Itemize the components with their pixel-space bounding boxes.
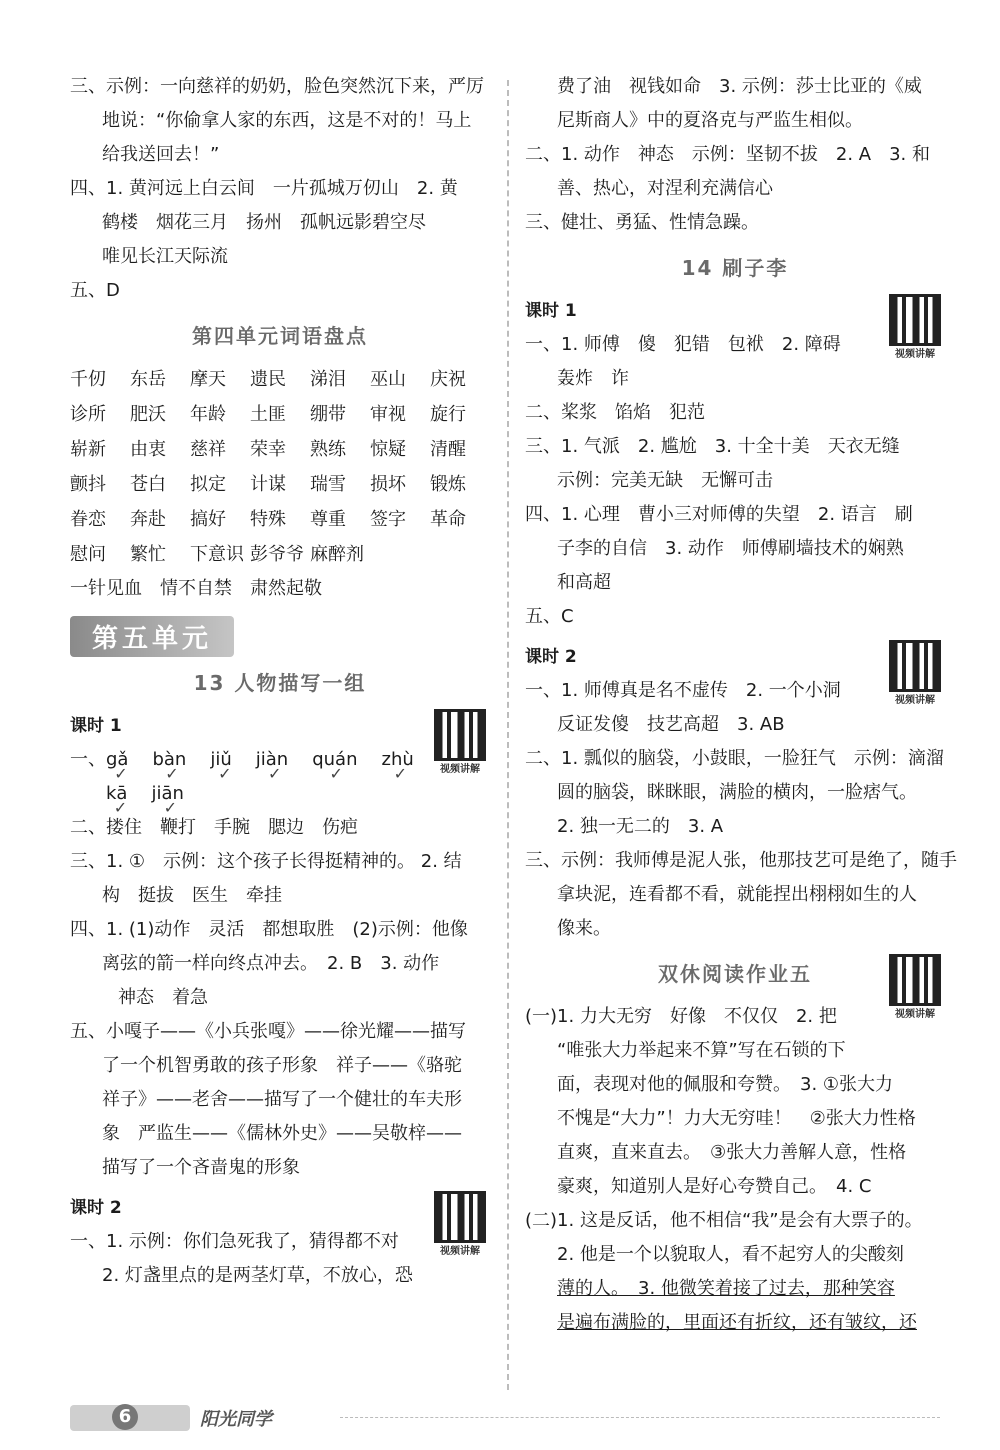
answer-line: 四、1. 心理 曹小三对师傅的失望 2. 语言 刷 [525,504,913,525]
vocab-word: 旋行 [430,404,466,425]
lesson-label: 课时 1 [525,301,577,321]
vocab-word: 涕泪 [310,369,346,390]
answer-line: 是遍布满脸的，里面还有折纹，还有皱纹，还 [557,1312,917,1333]
lesson14-part1 [525,294,945,634]
reading-title: 双休阅读作业五 [658,962,812,986]
answer-line: 二、1. 瓢似的脑袋，小鼓眼，一脸狂气 示例：滴溜 [525,748,944,769]
vocab-word: 慰问 [70,544,106,565]
answer-line: 神态 着急 [118,987,208,1008]
vocab-last-line: 一针见血 情不自禁 肃然起敬 [70,578,322,599]
answer-line: 三、示例：一向慈祥的奶奶，脸色突然沉下来，严厉 [70,76,484,97]
answer-line: 二、桨浆 馅焰 犯范 [525,402,705,423]
vocab-word: 尊重 [310,509,346,530]
vocab-word: 搞好 [190,509,226,530]
vocab-word: 计谋 [250,474,286,495]
vocab-word: 拟定 [190,474,226,495]
vocab-word: 瑞雪 [310,474,346,495]
answer-line: 二、搂住 鞭打 手腕 腮边 伤疤 [70,817,358,838]
page-footer [70,1405,940,1435]
answer-line: 三、1. 气派 2. 尴尬 3. 十全十美 天衣无缝 [525,436,900,457]
vocab-word: 惊疑 [370,439,406,460]
answer-line: 2. 灯盏里点的是两茎灯草，不放心，恐 [102,1265,413,1286]
qr-code[interactable] [430,709,490,777]
answer-line: 和高超 [557,572,611,593]
qr-caption: 视频讲解 [895,1009,935,1020]
answer-line: 示例：完美无缺 无懈可击 [557,470,773,491]
vocab-word: 损坏 [370,474,406,495]
vocab-word [370,537,428,572]
answer-line: 薄的人。 3. 他微笑着接了过去，那种笑容 [557,1278,895,1299]
answer-line: 给我送回去！” [102,144,220,165]
right-column [525,70,957,1340]
left-column [70,70,490,1293]
vocab-word: 遗民 [250,369,286,390]
vocab-grid [70,362,490,572]
pinyin: gǎ ✓ [102,743,132,777]
unit-banner: 第五单元 [70,616,234,657]
pinyin: jiān ✓ [147,777,187,811]
qr-caption: 视频讲解 [895,349,935,360]
qr-caption: 视频讲解 [895,695,935,706]
qr-code-icon [889,954,941,1006]
answer-line: 四、1. (1)动作 灵活 都想取胜 (2)示例：他像 [70,919,468,940]
vocab-word: 眷恋 [70,509,106,530]
answer-line: 2. 独一无二的 3. A [557,816,724,837]
lesson-label: 课时 1 [70,716,122,736]
vocab-word: 东岳 [130,369,166,390]
answer-line: 一、1. 师傅 傻 犯错 包袱 2. 障碍 [525,334,841,355]
answer-line: 祥子》——老舍——描写了一个健壮的车夫形 [102,1089,462,1110]
vocab-word: 麻醉剂 [310,544,364,565]
vocab-word: 年龄 [190,404,226,425]
answer-line: 五、C [525,606,574,627]
qr-caption: 视频讲解 [440,1246,480,1257]
lesson14-part2 [525,640,957,946]
vocab-word: 苍白 [130,474,166,495]
column-divider [507,80,509,1390]
answer-line: 了一个机智勇敢的孩子形象 祥子——《骆驼 [102,1055,462,1076]
vocab-word: 巫山 [370,369,406,390]
answer-line: 五、D [70,280,120,301]
lesson-label: 课时 2 [70,1198,122,1218]
answer-line: 直爽，直来直去。 ③张大力善解人意，性格 [557,1142,907,1163]
vocab-word: 荣幸 [250,439,286,460]
answer-line: 三、示例：我师傅是泥人张，他那技艺可是绝了，随手 [525,850,957,871]
answer-line: 三、1. ① 示例：这个孩子长得挺精神的。 2. 结 [70,851,462,872]
vocab-word: 签字 [370,509,406,530]
answer-line: 2. 他是一个以貌取人，看不起穷人的尖酸刻 [557,1244,904,1265]
answer-line: 描写了一个吝啬鬼的形象 [102,1157,300,1178]
vocab-word: 彭爷爷 [250,544,304,565]
answer-line: 善、热心，对涅利充满信心 [557,178,773,199]
lesson13-part2 [70,1191,490,1293]
vocab-word: 清醒 [430,439,466,460]
qr-code[interactable] [885,640,945,708]
brand-logo: 阳光同学 [200,1409,272,1430]
page-number: 6 [112,1404,138,1430]
answer-line: “唯张大力举起来不算”写在石锁的下 [557,1040,846,1061]
answer-line: 一、1. 示例：你们急死我了，猜得都不对 [70,1231,399,1252]
page-number-box [70,1405,190,1431]
answer-line: 面，表现对他的佩服和夸赞。 3. ①张大力 [557,1074,894,1095]
answer-line: 二、1. 动作 神态 示例：坚韧不拔 2. A 3. 和 [525,144,930,165]
pinyin: kā ✓ [102,777,131,811]
answer-line: (二)1. 这是反话，他不相信“我”是会有大票子的。 [525,1210,923,1231]
answer-line: 鹤楼 烟花三月 扬州 孤帆远影碧空尽 [102,212,426,233]
vocab-word: 由衷 [130,439,166,460]
answer-line: 三、健壮、勇猛、性情急躁。 [525,212,759,233]
answer-line: 圆的脑袋，眯眯眼，满脸的横肉，一脸痞气。 [557,782,917,803]
qr-code-icon [434,1191,486,1243]
vocab-word: 摩天 [190,369,226,390]
answer-line: 费了油 视钱如命 3. 示例：莎士比亚的《威 [557,76,922,97]
reading-section [525,954,945,1340]
vocab-word: 慈祥 [190,439,226,460]
qr-code[interactable] [430,1191,490,1259]
vocab-word: 革命 [430,509,466,530]
answer-line: 象 严监生——《儒林外史》——吴敬梓—— [102,1123,462,1144]
answer-line: 轰炸 诈 [557,368,629,389]
pinyin-row: 一、 gǎ ✓ bàn ✓ jiǔ ✓ jiàn ✓ quán ✓ zhù ✓ [70,743,490,777]
vocab-word [430,537,488,572]
pinyin: jiàn ✓ [252,743,292,777]
answer-line: 四、1. 黄河远上白云间 一片孤城万仞山 2. 黄 [70,178,458,199]
footer-divider [340,1417,940,1418]
vocab-word: 特殊 [250,509,286,530]
lesson-label: 课时 2 [525,647,577,667]
vocab-word: 土匪 [250,404,286,425]
vocab-word: 熟练 [310,439,346,460]
vocab-word: 诊所 [70,404,106,425]
qr-code[interactable] [885,294,945,362]
qr-code-icon [889,640,941,692]
vocab-word: 奔赴 [130,509,166,530]
answer-line: 五、小嘎子——《小兵张嘎》——徐光耀——描写 [70,1021,466,1042]
vocab-word: 颤抖 [70,474,106,495]
pinyin: zhù ✓ [378,743,418,777]
pinyin: quán ✓ [308,743,361,777]
answer-line: 地说：“你偷拿人家的东西，这是不对的！马上 [102,110,472,131]
vocab-title: 第四单元词语盘点 [192,324,368,348]
answer-line: 豪爽，知道别人是好心夸赞自己。 4. C [557,1176,872,1197]
vocab-word: 千仞 [70,369,106,390]
lesson13-title: 13 人物描写一组 [193,671,367,695]
vocab-word: 崭新 [70,439,106,460]
answer-line: 不愧是“大力”！力大无穷哇！ ②张大力性格 [557,1108,916,1129]
vocab-word: 繁忙 [130,544,166,565]
vocab-word: 肥沃 [130,404,166,425]
answer-line: 离弦的箭一样向终点冲去。 2. B 3. 动作 [102,953,440,974]
qr-code[interactable] [885,954,945,1022]
pinyin: jiǔ ✓ [206,743,235,777]
lesson13-part1 [70,709,490,811]
lesson14-title: 14 刷子李 [681,256,789,280]
qr-code-icon [434,709,486,761]
answer-line: 唯见长江天际流 [102,246,228,267]
answer-line: 构 挺拔 医生 牵挂 [102,885,282,906]
answer-line: 尼斯商人》中的夏洛克与严监生相似。 [557,110,863,131]
qr-caption: 视频讲解 [440,764,480,775]
answer-line: 子李的自信 3. 动作 师傅刷墙技术的娴熟 [557,538,904,559]
vocab-word: 庆祝 [430,369,466,390]
answer-line: 拿块泥，连看都不看，就能捏出栩栩如生的人 [557,884,917,905]
vocab-word: 绷带 [310,404,346,425]
vocab-word: 下意识 [190,544,244,565]
answer-line: 反证发傻 技艺高超 3. AB [557,714,785,735]
pinyin: bàn ✓ [148,743,190,777]
answer-line: (一)1. 力大无穷 好像 不仅仅 2. 把 [525,1006,837,1027]
answer-line: 像来。 [557,918,611,939]
answer-line: 一、1. 师傅真是名不虚传 2. 一个小洞 [525,680,841,701]
vocab-word: 审视 [370,404,406,425]
vocab-word: 锻炼 [430,474,466,495]
qr-code-icon [889,294,941,346]
